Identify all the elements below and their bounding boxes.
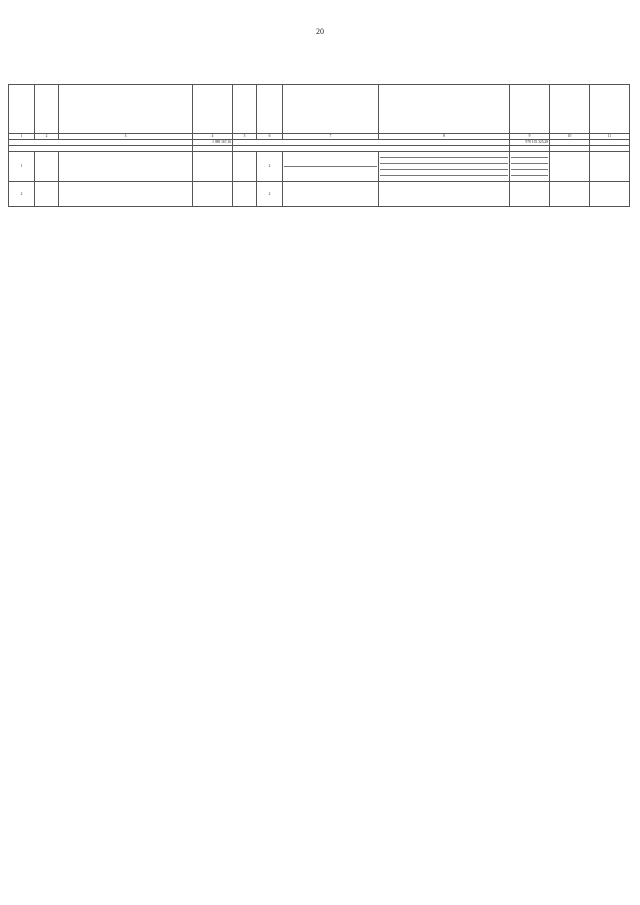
wall-material xyxy=(233,152,257,182)
work-costs xyxy=(510,182,550,207)
header-col-6 xyxy=(257,85,283,134)
header-col-7 xyxy=(283,85,379,134)
object-address xyxy=(59,152,193,182)
works-list xyxy=(380,182,508,206)
header-col-8 xyxy=(379,85,510,134)
work-types xyxy=(379,182,510,207)
element-item xyxy=(284,182,377,206)
grand-total-cost: 970 155 325,28 xyxy=(510,140,550,146)
column-number: 4 xyxy=(193,134,233,140)
column-number: 10 xyxy=(550,134,590,140)
limit-costs xyxy=(590,152,630,182)
unit-costs xyxy=(550,182,590,207)
structural-elements xyxy=(283,152,379,182)
header-col-1 xyxy=(9,85,35,134)
works-table-container xyxy=(8,84,629,207)
cost-item xyxy=(511,182,548,206)
column-number: 6 xyxy=(257,134,283,140)
header-col-11 xyxy=(590,85,630,134)
header-col-5 xyxy=(233,85,257,134)
costs-list xyxy=(511,182,548,206)
object-number: 1 xyxy=(9,152,35,182)
element-item xyxy=(284,167,377,173)
column-number: 5 xyxy=(233,134,257,140)
floor-count: 2 xyxy=(257,152,283,182)
column-number: 11 xyxy=(590,134,630,140)
column-number: 3 xyxy=(59,134,193,140)
mkd-code xyxy=(35,182,59,207)
grand-total-area: 1 089 167,16 xyxy=(193,140,233,146)
mkd-code xyxy=(35,152,59,182)
column-number: 7 xyxy=(283,134,379,140)
work-item xyxy=(380,182,508,206)
table-row xyxy=(9,152,630,182)
elements-list xyxy=(284,182,377,206)
elements-list xyxy=(284,161,377,172)
column-number: 2 xyxy=(35,134,59,140)
column-number: 8 xyxy=(379,134,510,140)
cost-item xyxy=(511,176,548,182)
table-row xyxy=(9,182,630,207)
limit-costs xyxy=(590,182,630,207)
work-item xyxy=(380,176,508,182)
object-area xyxy=(193,182,233,207)
work-costs xyxy=(510,152,550,182)
structural-elements xyxy=(283,182,379,207)
works-table xyxy=(8,84,630,207)
works-list xyxy=(380,152,508,181)
header-col-9 xyxy=(510,85,550,134)
header-col-4 xyxy=(193,85,233,134)
object-area xyxy=(193,152,233,182)
header-col-2 xyxy=(35,85,59,134)
column-number: 9 xyxy=(510,134,550,140)
header-col-3 xyxy=(59,85,193,134)
floor-count: 2 xyxy=(257,182,283,207)
object-number: 2 xyxy=(9,182,35,207)
unit-costs xyxy=(550,152,590,182)
costs-list xyxy=(511,152,548,181)
work-types xyxy=(379,152,510,182)
header-col-10 xyxy=(550,85,590,134)
column-number: 1 xyxy=(9,134,35,140)
wall-material xyxy=(233,182,257,207)
object-address xyxy=(59,182,193,207)
page-number: 20 xyxy=(316,27,324,36)
table-header-row xyxy=(9,85,630,134)
